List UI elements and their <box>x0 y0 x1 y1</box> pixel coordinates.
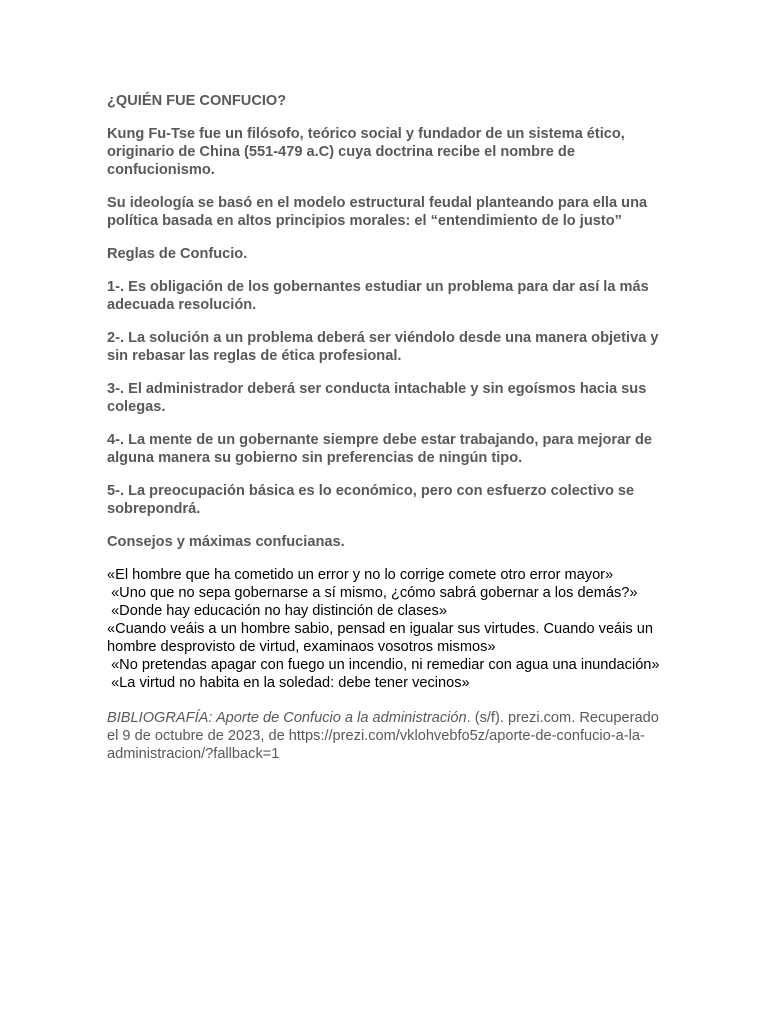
document-page <box>107 92 667 763</box>
rule-1: 1-. Es obligación de los gobernantes estudiar un problema para dar así la más adecuada resolución. <box>107 279 649 313</box>
bibliography-reference: . (s/f). prezi.com. Recuperado el 9 de octubre de 2023, de https://prezi.com/vklohvebfo5z/aporte-de-confucio-a-la-administracion/?fallback=1 <box>107 710 659 762</box>
rule-3: 3-. El administrador deberá ser conducta intachable y sin egoísmos hacia sus colegas. <box>107 381 647 415</box>
maxim-2: «Uno que no sepa gobernarse a sí mismo, ¿cómo sabrá gobernar a los demás?» <box>107 585 638 601</box>
maxim-5: «No pretendas apagar con fuego un incendio, ni remediar con agua una inundación» <box>107 657 660 673</box>
document-title: ¿QUIÉN FUE CONFUCIO? <box>107 93 287 109</box>
maxim-4: «Cuando veáis a un hombre sabio, pensad en igualar sus virtudes. Cuando veáis un hombre desprovisto de virtud, examinaos vosotros mismos» <box>107 621 658 655</box>
maxim-3: «Donde hay educación no hay distinción de clases» <box>107 603 447 619</box>
maxims-list <box>107 566 667 692</box>
maxim-1: «El hombre que ha cometido un error y no lo corrige comete otro error mayor» <box>107 567 614 583</box>
rules-heading: Reglas de Confucio. <box>107 246 248 262</box>
intro-paragraph-2: Su ideología se basó en el modelo estructural feudal planteando para ella una política basada en altos principios morales: el “entendimiento de lo justo” <box>107 195 648 229</box>
bibliography-source-title: BIBLIOGRAFÍA: Aporte de Confucio a la administración <box>107 710 467 726</box>
intro-paragraph-1: Kung Fu-Tse fue un filósofo, teórico social y fundador de un sistema ético, originario de China (551-479 a.C) cuya doctrina recibe el nombre de confucionismo. <box>107 126 625 178</box>
rule-5: 5-. La preocupación básica es lo económico, pero con esfuerzo colectivo se sobrepondrá. <box>107 483 635 517</box>
rule-4: 4-. La mente de un gobernante siempre debe estar trabajando, para mejorar de alguna manera su gobierno sin preferencias de ningún tipo. <box>107 432 652 466</box>
maxims-heading: Consejos y máximas confucianas. <box>107 534 345 550</box>
bibliography <box>107 709 667 763</box>
maxim-6: «La virtud no habita en la soledad: debe tener vecinos» <box>107 675 470 691</box>
rule-2: 2-. La solución a un problema deberá ser viéndolo desde una manera objetiva y sin rebasar las reglas de ética profesional. <box>107 330 659 364</box>
